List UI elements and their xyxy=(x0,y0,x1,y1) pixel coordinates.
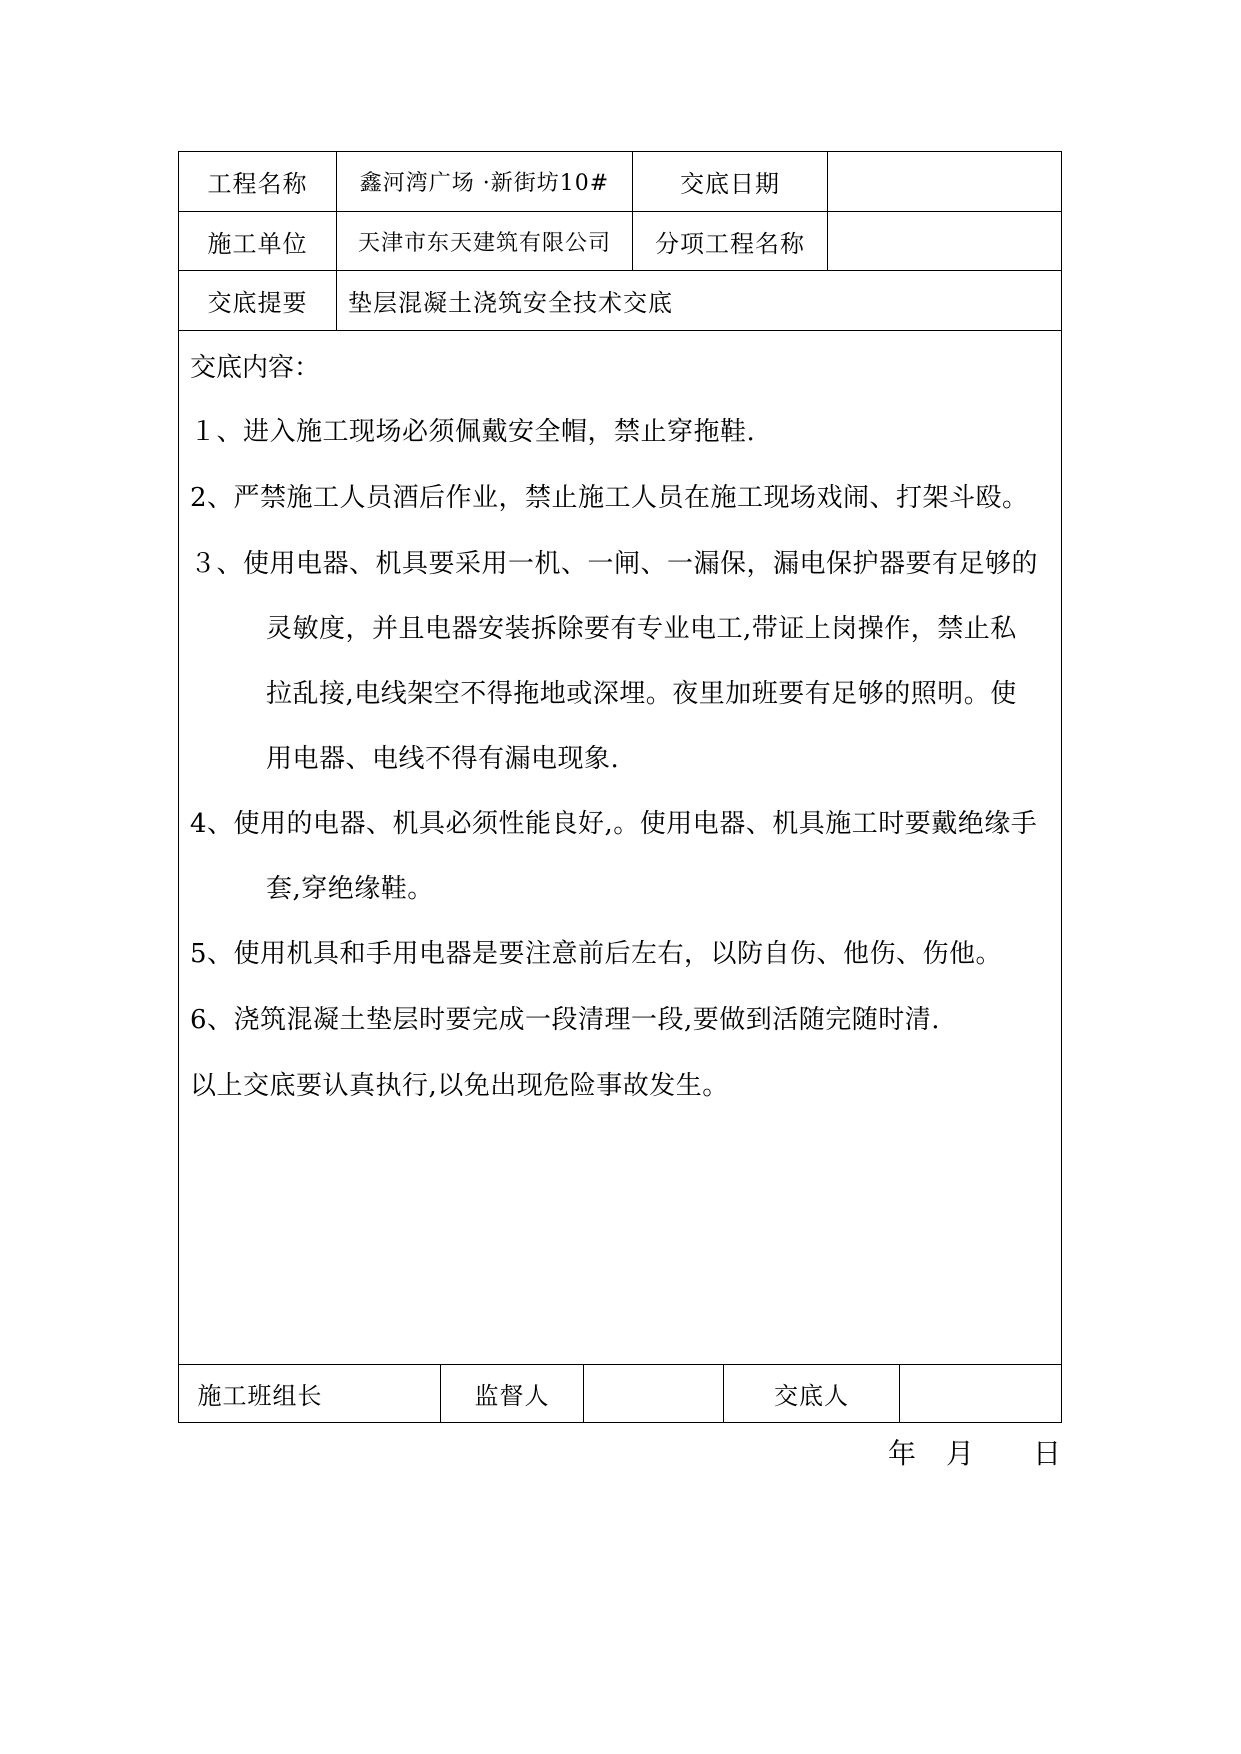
table-row-divider-3 xyxy=(178,330,1061,331)
project-name-label: 工程名称 xyxy=(207,170,308,198)
content-item-2 xyxy=(190,466,1029,531)
date-month: 月 xyxy=(946,1437,975,1470)
summary-value: 垫层混凝土浇筑安全技术交底 xyxy=(348,289,673,317)
content-line: 4、使用的电器、机具必须性能良好,。使用电器、机具施工时要戴绝缘手 xyxy=(190,809,1038,839)
date-year: 年 xyxy=(888,1437,917,1470)
content-heading: 交底内容： xyxy=(190,353,321,383)
content-closing xyxy=(190,1054,729,1119)
content-line: 灵敏度，并且电器安装拆除要有专业电工,带证上岗操作，禁止私 xyxy=(266,614,1017,644)
table-border-right xyxy=(1061,151,1062,1423)
presenter-label: 交底人 xyxy=(774,1382,849,1410)
content-line: 套,穿绝缘鞋。 xyxy=(266,874,434,904)
sub-project-value[interactable] xyxy=(828,212,1061,270)
content-line: 5、使用机具和手用电器是要注意前后左右，以防自伤、他伤、伤他。 xyxy=(190,939,1003,969)
date-day: 日 xyxy=(1033,1437,1062,1470)
table-border-left xyxy=(178,151,179,1423)
team-leader-value[interactable] xyxy=(341,1365,440,1422)
content-item-6 xyxy=(190,988,940,1053)
construction-unit-label: 施工单位 xyxy=(207,229,308,258)
content-line: 用电器、电线不得有漏电现象. xyxy=(266,744,620,774)
sig-divider-4 xyxy=(899,1364,900,1423)
construction-unit-value: 天津市东天建筑有限公司 xyxy=(357,230,611,256)
team-leader-label: 施工班组长 xyxy=(197,1382,323,1410)
content-item-4 xyxy=(190,792,1037,922)
supervisor-label: 监督人 xyxy=(474,1382,550,1410)
project-name-value: 鑫河湾广场 ·新街坊10# xyxy=(359,171,610,196)
content-line: 以上交底要认真执行,以免出现危险事故发生。 xyxy=(190,1071,729,1101)
content-item-3 xyxy=(190,532,1038,792)
date-label: 交底日期 xyxy=(680,170,780,198)
content-line: 6、浇筑混凝土垫层时要完成一段清理一段,要做到活随完随时清. xyxy=(190,1005,941,1035)
content-item-1 xyxy=(190,400,755,465)
content-line: １、进入施工现场必须佩戴安全帽，禁止穿拖鞋. xyxy=(190,417,756,447)
summary-label: 交底提要 xyxy=(207,289,308,317)
content-line: 2、严禁施工人员酒后作业，禁止施工人员在施工现场戏闹、打架斗殴。 xyxy=(190,483,1029,513)
date-value[interactable] xyxy=(828,152,1061,211)
content-line: 拉乱接,电线架空不得拖地或深埋。夜里加班要有足够的照明。使 xyxy=(266,679,1017,709)
content-item-5 xyxy=(190,922,1002,987)
supervisor-value[interactable] xyxy=(584,1365,723,1422)
sub-project-label: 分项工程名称 xyxy=(655,229,805,258)
table-border-bottom xyxy=(178,1422,1061,1423)
content-line: ３、使用电器、机具要采用一机、一闸、一漏保，漏电保护器要有足够的 xyxy=(190,549,1039,579)
